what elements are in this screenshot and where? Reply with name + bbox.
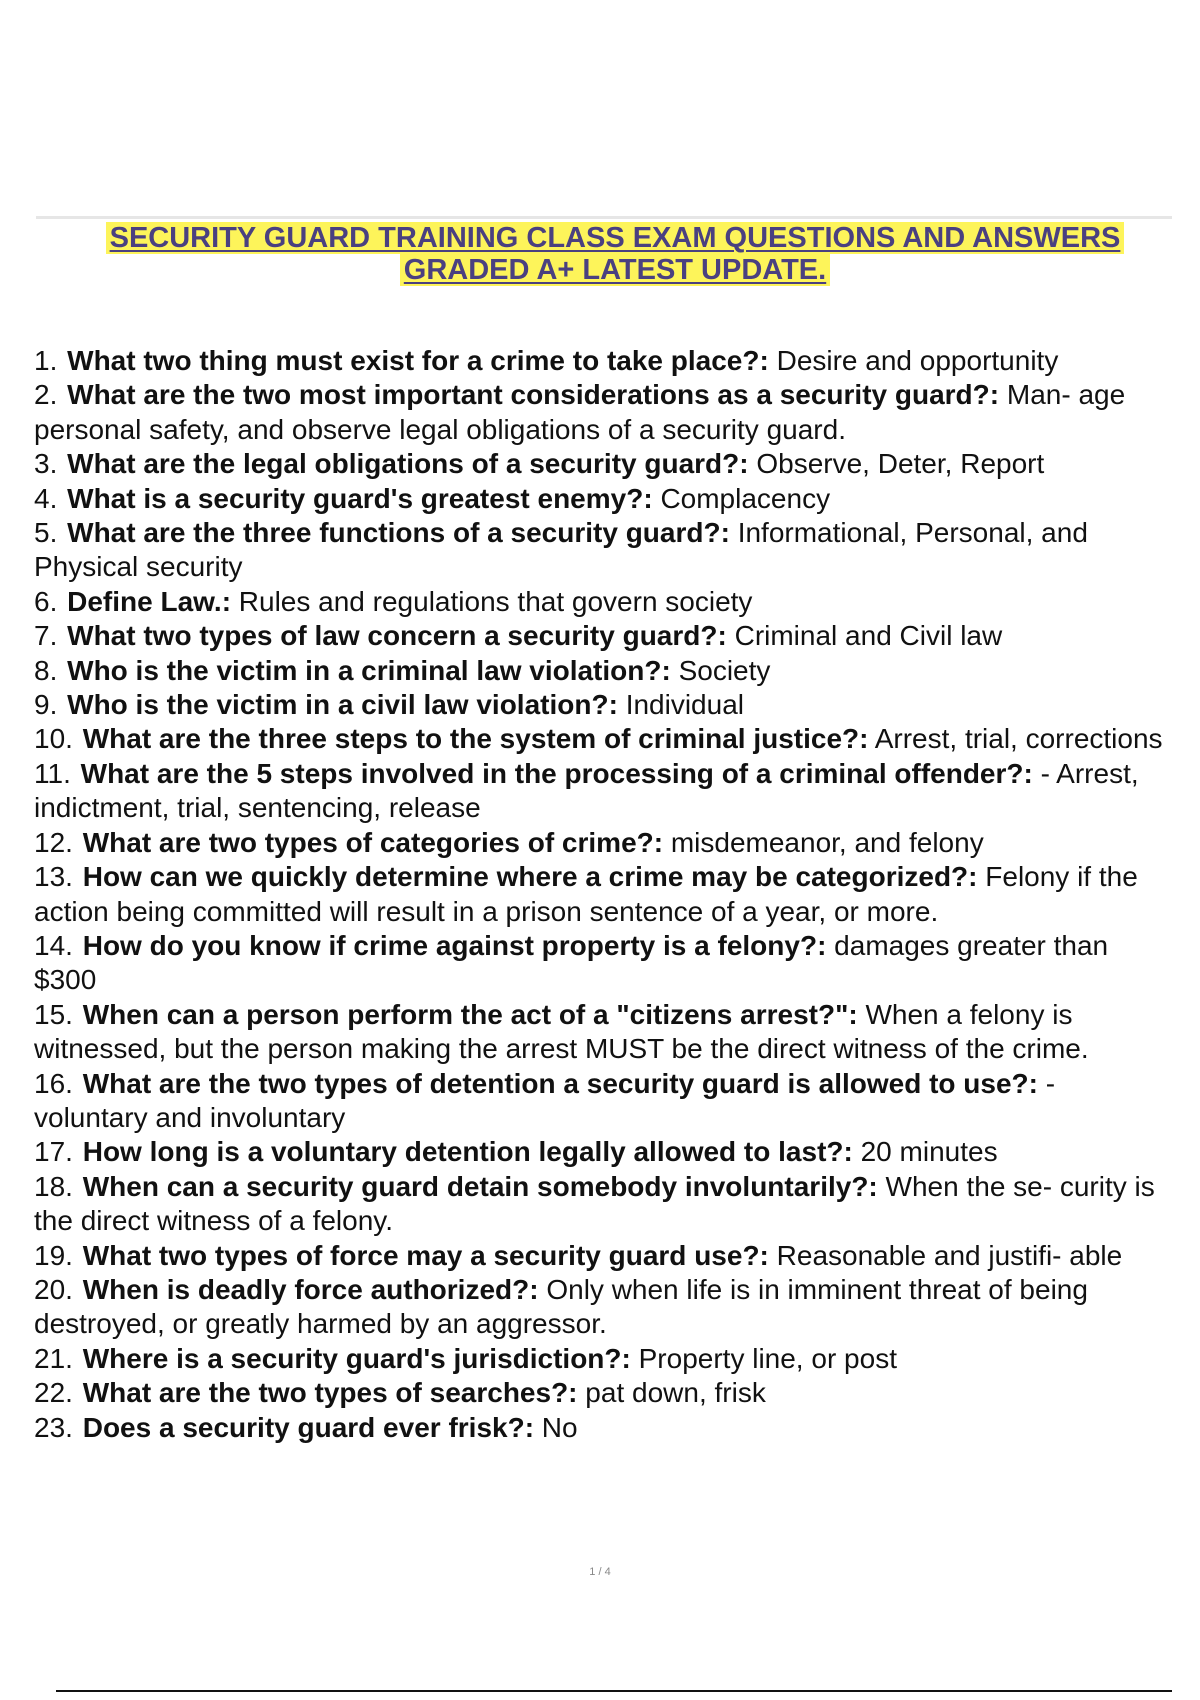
qa-number: 20. bbox=[34, 1273, 73, 1305]
qa-number: 9. bbox=[34, 689, 58, 721]
qa-number: 11. bbox=[34, 757, 71, 789]
qa-item bbox=[34, 619, 1170, 653]
qa-question: What are the legal obligations of a security guard?: bbox=[67, 448, 749, 480]
qa-answer: When the se- curity is the direct witness of a felony. bbox=[34, 1170, 1155, 1237]
qa-question: How can we quickly determine where a crime may be categorized?: bbox=[82, 861, 978, 893]
qa-item bbox=[34, 654, 1170, 688]
qa-question: What are the two types of searches?: bbox=[82, 1377, 578, 1409]
qa-item bbox=[34, 757, 1170, 826]
qa-number: 16. bbox=[34, 1067, 73, 1099]
qa-item bbox=[34, 516, 1170, 585]
qa-question: What are the two types of detention a security guard is allowed to use?: bbox=[82, 1067, 1038, 1099]
qa-item bbox=[34, 1135, 1170, 1169]
qa-item bbox=[34, 378, 1170, 447]
qa-answer: Complacency bbox=[660, 482, 831, 514]
qa-question: Define Law.: bbox=[67, 585, 232, 617]
qa-number: 5. bbox=[34, 517, 58, 549]
qa-item bbox=[34, 1376, 1170, 1410]
qa-item bbox=[34, 1170, 1170, 1239]
qa-answer: Individual bbox=[625, 689, 744, 721]
qa-answer: misdemeanor, and felony bbox=[670, 826, 984, 858]
qa-number: 1. bbox=[34, 345, 58, 376]
top-rule bbox=[36, 216, 1172, 219]
qa-number: 21. bbox=[34, 1342, 73, 1374]
qa-item bbox=[34, 826, 1170, 860]
qa-question: What are the three steps to the system of criminal justice?: bbox=[82, 723, 869, 755]
qa-number: 18. bbox=[34, 1170, 73, 1202]
qa-number: 23. bbox=[34, 1411, 73, 1443]
qa-answer: Informational, Personal, and Physical security bbox=[34, 517, 1088, 583]
qa-item bbox=[34, 998, 1170, 1067]
qa-item bbox=[34, 688, 1170, 722]
qa-answer: Felony if the action being committed will result in a prison sentence of a year, or more. bbox=[34, 861, 1138, 927]
qa-number: 17. bbox=[34, 1136, 73, 1168]
qa-answer: Rules and regulations that govern society bbox=[238, 585, 753, 617]
qa-question: What is a security guard's greatest enemy?: bbox=[67, 482, 653, 514]
qa-answer: pat down, frisk bbox=[585, 1377, 766, 1409]
qa-question: What two types of force may a security guard use?: bbox=[82, 1239, 769, 1271]
qa-number: 15. bbox=[34, 998, 73, 1030]
document-title bbox=[60, 222, 1170, 286]
qa-number: 4. bbox=[34, 482, 58, 514]
title-line-1: SECURITY GUARD TRAINING CLASS EXAM QUESTIONS AND ANSWERS bbox=[106, 222, 1125, 254]
page-number: 1 / 4 bbox=[589, 1566, 611, 1578]
qa-question: How do you know if crime against property is a felony?: bbox=[82, 929, 827, 961]
qa-question: What are the 5 steps involved in the processing of a criminal offender?: bbox=[80, 757, 1033, 789]
qa-question: What two thing must exist for a crime to take place?: bbox=[67, 345, 769, 376]
qa-item bbox=[34, 1411, 1170, 1445]
qa-item bbox=[34, 1067, 1170, 1136]
qa-item bbox=[34, 447, 1170, 481]
qa-answer: Arrest, trial, corrections bbox=[874, 723, 1163, 755]
qa-item bbox=[34, 929, 1170, 998]
qa-answer: No bbox=[541, 1411, 578, 1443]
qa-item bbox=[34, 1342, 1170, 1376]
qa-number: 14. bbox=[34, 929, 73, 961]
qa-number: 19. bbox=[34, 1239, 73, 1271]
qa-answer: 20 minutes bbox=[860, 1136, 998, 1168]
qa-question: When can a person perform the act of a "citizens arrest?": bbox=[82, 998, 858, 1030]
qa-question: When can a security guard detain somebody involuntarily?: bbox=[82, 1170, 878, 1202]
qa-answer: damages greater than $300 bbox=[34, 929, 1109, 996]
qa-answer: - Arrest, indictment, trial, sentencing, release bbox=[34, 757, 1139, 824]
qa-number: 10. bbox=[34, 723, 73, 755]
qa-question: When is deadly force authorized?: bbox=[82, 1273, 539, 1305]
qa-number: 8. bbox=[34, 654, 58, 686]
qa-answer: Observe, Deter, Report bbox=[756, 448, 1045, 480]
qa-answer: Reasonable and justifi- able bbox=[776, 1239, 1123, 1271]
title-line-2: GRADED A+ LATEST UPDATE. bbox=[400, 254, 830, 286]
qa-question: Does a security guard ever frisk?: bbox=[82, 1411, 535, 1443]
qa-question: What are the two most important considerations as a security guard?: bbox=[67, 379, 1000, 411]
qa-question: How long is a voluntary detention legally allowed to last?: bbox=[82, 1136, 853, 1168]
qa-answer: Man- age personal safety, and observe legal obligations of a security guard. bbox=[34, 379, 1126, 445]
qa-question: Who is the victim in a civil law violation?: bbox=[67, 689, 618, 721]
qa-number: 6. bbox=[34, 585, 58, 617]
qa-answer: Society bbox=[678, 654, 771, 686]
qa-number: 2. bbox=[34, 379, 58, 411]
qa-question: What two types of law concern a security guard?: bbox=[67, 620, 727, 652]
qa-number: 7. bbox=[34, 620, 58, 652]
qa-list bbox=[34, 344, 1170, 1445]
qa-item bbox=[34, 585, 1170, 619]
qa-number: 3. bbox=[34, 448, 58, 480]
qa-answer: When a felony is witnessed, but the person making the arrest MUST be the direct witness of the crime. bbox=[34, 998, 1089, 1065]
qa-item bbox=[34, 1239, 1170, 1273]
qa-answer: - voluntary and involuntary bbox=[34, 1067, 1056, 1133]
qa-question: Where is a security guard's jurisdiction?: bbox=[82, 1342, 631, 1374]
qa-question: What are the three functions of a security guard?: bbox=[67, 517, 730, 549]
bottom-rule bbox=[56, 1690, 1172, 1692]
qa-item bbox=[34, 344, 1170, 378]
qa-question: Who is the victim in a criminal law violation?: bbox=[67, 654, 671, 686]
qa-question: What are two types of categories of crime?: bbox=[82, 826, 664, 858]
qa-number: 12. bbox=[34, 826, 73, 858]
qa-answer: Criminal and Civil law bbox=[734, 620, 1003, 652]
qa-number: 22. bbox=[34, 1377, 73, 1409]
qa-item bbox=[34, 722, 1170, 756]
qa-answer: Desire and opportunity bbox=[776, 345, 1059, 376]
qa-answer: Property line, or post bbox=[638, 1342, 897, 1374]
qa-number: 13. bbox=[34, 861, 73, 893]
qa-item bbox=[34, 1273, 1170, 1342]
qa-item bbox=[34, 860, 1170, 929]
qa-item bbox=[34, 482, 1170, 516]
qa-answer: Only when life is in imminent threat of being destroyed, or greatly harmed by an aggressor. bbox=[34, 1273, 1088, 1340]
